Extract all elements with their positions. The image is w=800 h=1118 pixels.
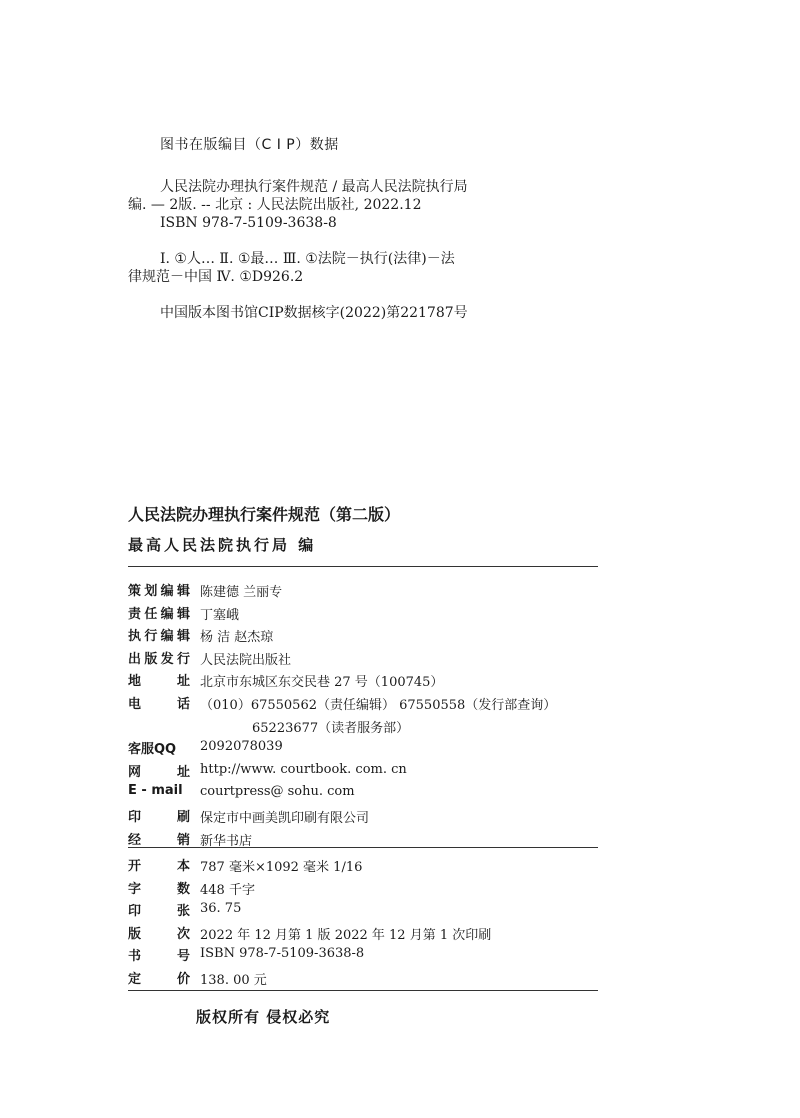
staff-value: （010）67550562（责任编辑） 67550558（发行部查询） [200,698,557,713]
copyright-notice: 版权所有 侵权必究 [196,1008,331,1026]
specs-value: 448 千字 [200,882,255,898]
book-editor: 最高人民法院执行局 编 [128,536,317,554]
staff-label: 客服QQ [128,742,177,758]
staff-value: 陈建德 兰丽专 [200,585,283,600]
staff-value: 人民法院出版社 [200,652,292,668]
specs-value: 2022 年 12 月第 1 版 2022 年 12 月第 1 次印刷 [200,927,492,943]
specs-label: 开 本 [128,859,190,874]
staff-value: 2092078039 [200,739,283,755]
staff-value: 新华书店 [200,833,253,849]
staff-value: 北京市东城区东交民巷 27 号（100745） [200,675,444,691]
specs-value: 787 毫米×1092 毫米 1/16 [200,860,363,875]
staff-label: 网 址 [128,764,190,780]
staff-value: 丁塞峨 [200,607,240,623]
specs-label: 字 数 [128,881,190,897]
divider-top [128,566,598,567]
specs-label: 版 次 [128,926,190,942]
cip-entry-line3: ISBN 978-7-5109-3638-8 [160,215,337,231]
book-title: 人民法院办理执行案件规范（第二版） [128,505,401,524]
cip-verification: 中国版本图书馆CIP数据核字(2022)第221787号 [160,305,468,321]
staff-label: 经 销 [128,832,190,848]
specs-value: 36. 75 [200,901,242,916]
specs-label: 印 张 [128,904,190,919]
divider-bottom [128,990,598,991]
staff-value: 杨 洁 赵杰琼 [200,630,274,646]
staff-value: courtpress@ sohu. com [200,784,355,800]
staff-label: E - mail [128,783,183,799]
specs-value: ISBN 978-7-5109-3638-8 [200,946,365,961]
staff-label: 电 话 [128,697,190,712]
cip-heading: 图书在版编目（C I P）数据 [160,137,339,153]
staff-label: 策 划 编 辑 [128,584,190,599]
staff-value: 保定市中画美凯印刷有限公司 [200,811,370,826]
staff-value: 65223677（读者服务部） [252,720,410,736]
specs-label: 定 价 [128,971,190,987]
specs-label: 书 号 [128,949,190,964]
cip-entry-line2: 编. — 2版. -- 北京 : 人民法院出版社, 2022.12 [128,197,422,213]
staff-label: 出 版 发 行 [128,651,190,667]
specs-value: 138. 00 元 [200,972,267,988]
cip-subject-line1: Ⅰ. ①人… Ⅱ. ①最… Ⅲ. ①法院－执行(法律)－法 [160,251,455,267]
staff-label: 执 行 编 辑 [128,629,190,645]
staff-label: 印 刷 [128,810,190,825]
staff-label: 地 址 [128,674,190,690]
cip-subject-line2: 律规范－中国 Ⅳ. ①D926.2 [128,269,304,285]
staff-label: 责 任 编 辑 [128,606,190,622]
divider-middle [128,847,598,848]
staff-value: http://www. courtbook. com. cn [200,761,407,777]
cip-entry-line1: 人民法院办理执行案件规范 / 最高人民法院执行局 [160,179,468,195]
